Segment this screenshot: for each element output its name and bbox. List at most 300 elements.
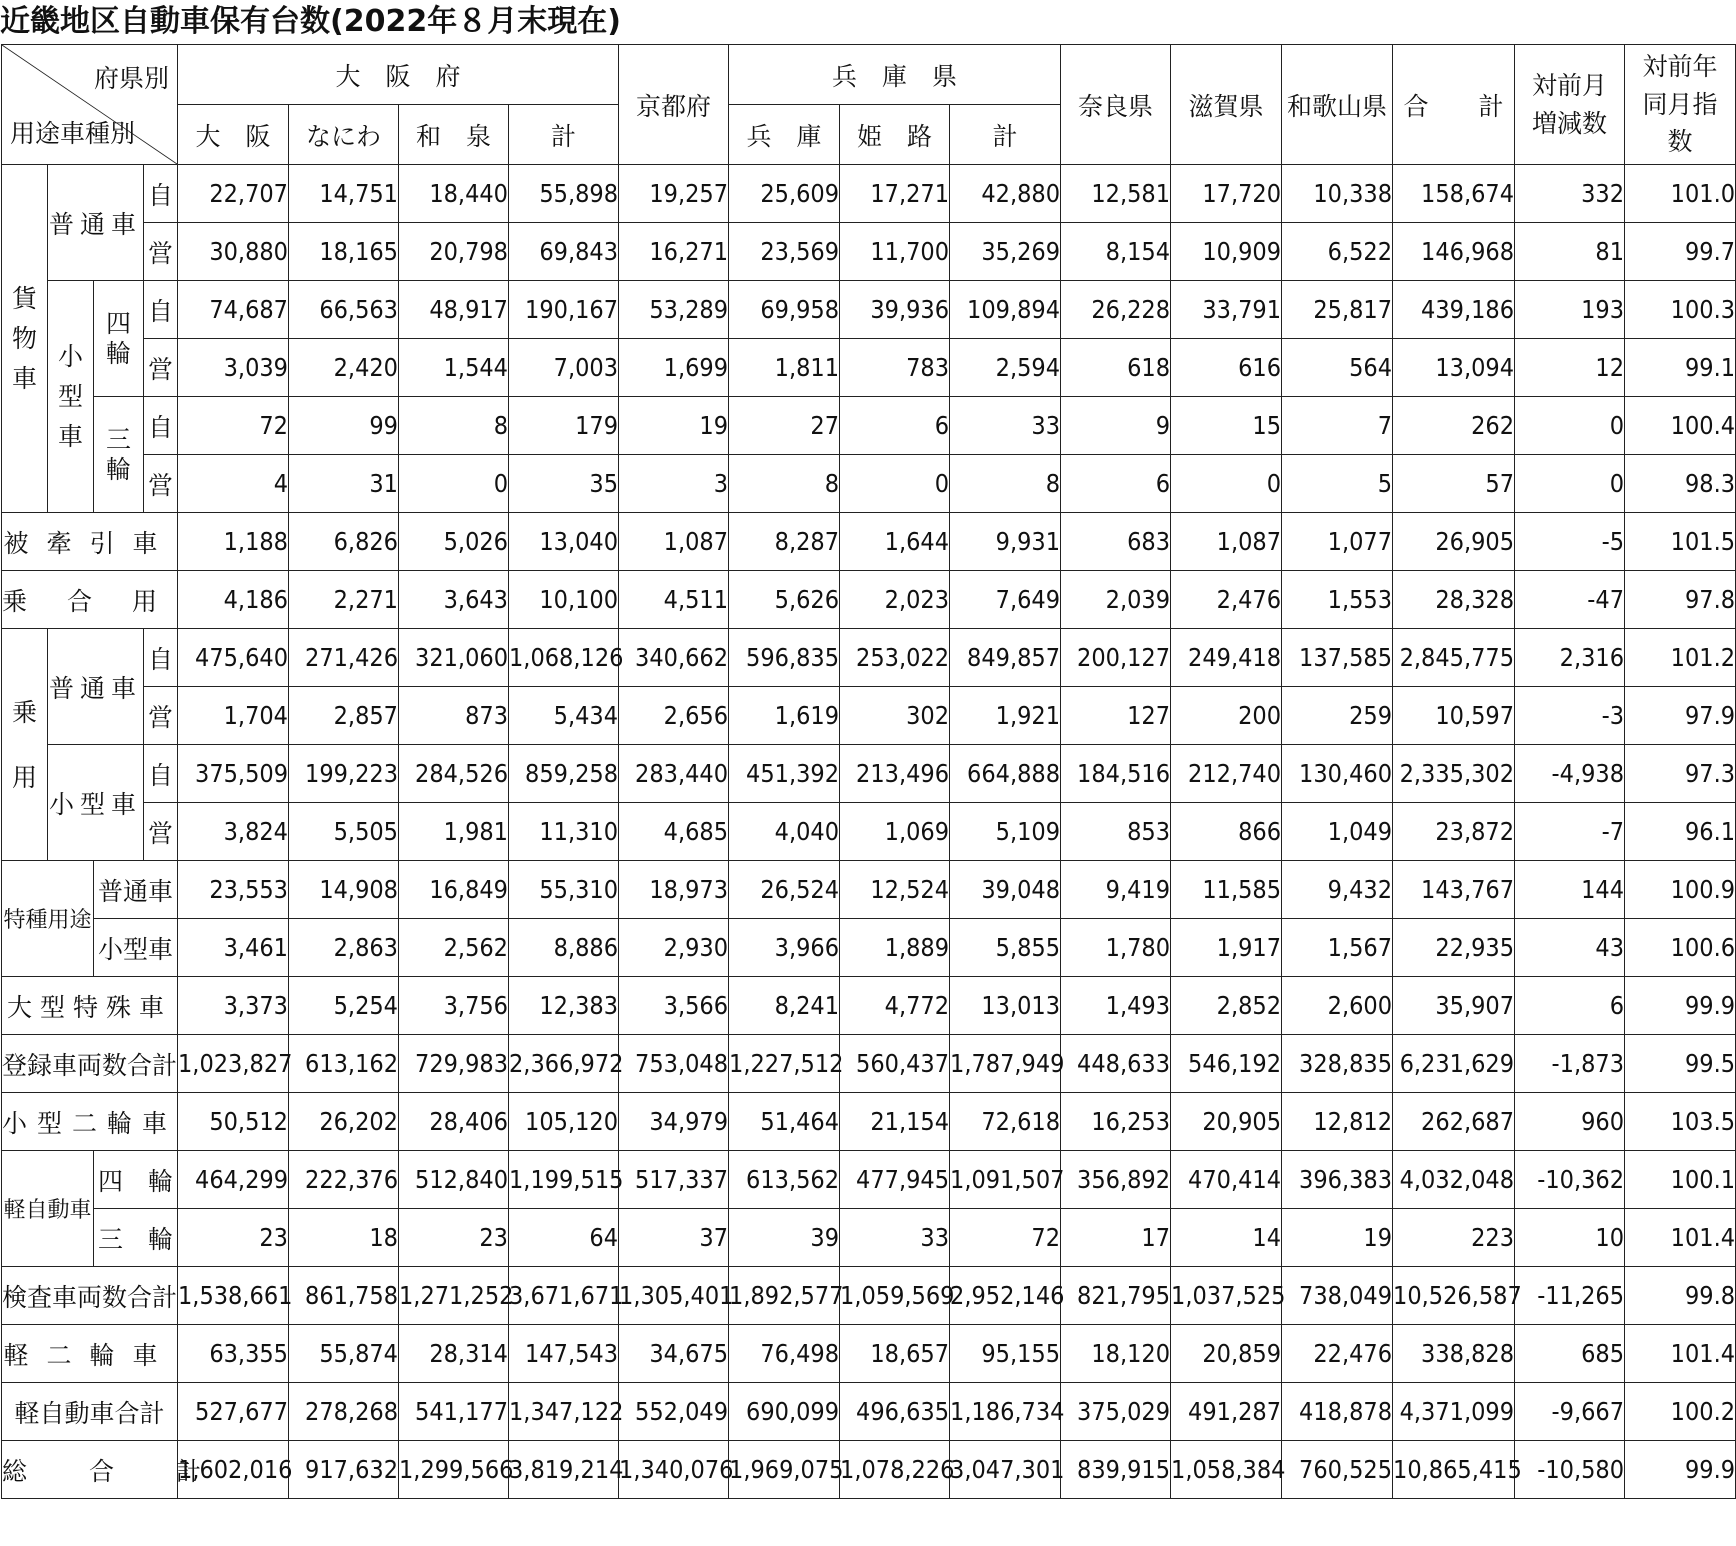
table-cell: 564 xyxy=(1282,339,1393,397)
table-cell: 1,889 xyxy=(840,919,950,977)
table-cell: 1,644 xyxy=(840,513,950,571)
table-cell: 760,525 xyxy=(1282,1441,1393,1499)
table-cell: 302 xyxy=(840,687,950,745)
table-cell: 99.7 xyxy=(1625,223,1736,281)
table-cell: 0 xyxy=(1515,397,1625,455)
table-cell: 1,981 xyxy=(399,803,509,861)
table-row xyxy=(2,165,1736,223)
header-hyogo: 兵 庫 県 xyxy=(729,45,1061,105)
table-cell: 22,476 xyxy=(1282,1325,1393,1383)
table-row xyxy=(2,1383,1736,1441)
table-cell: 5,434 xyxy=(509,687,619,745)
table-cell: 101.2 xyxy=(1625,629,1736,687)
table-cell: 5,626 xyxy=(729,571,840,629)
table-cell: 23,872 xyxy=(1393,803,1515,861)
group-kogata xyxy=(48,281,94,513)
table-cell: 1,271,252 xyxy=(399,1267,509,1325)
table-cell: 97.8 xyxy=(1625,571,1736,629)
table-cell: 28,328 xyxy=(1393,571,1515,629)
header-nara: 奈良県 xyxy=(1061,45,1171,165)
table-cell: 9,931 xyxy=(950,513,1061,571)
table-row xyxy=(2,571,1736,629)
table-cell: 98.3 xyxy=(1625,455,1736,513)
table-cell: 1,058,384 xyxy=(1171,1441,1282,1499)
table-cell: 8,287 xyxy=(729,513,840,571)
table-cell: 6,522 xyxy=(1282,223,1393,281)
table-cell: 396,383 xyxy=(1282,1151,1393,1209)
table-cell: 2,863 xyxy=(289,919,399,977)
table-cell: 2,600 xyxy=(1282,977,1393,1035)
table-cell: 2,656 xyxy=(619,687,729,745)
table-cell: 10,597 xyxy=(1393,687,1515,745)
table-cell: 0 xyxy=(399,455,509,513)
table-cell: 1,305,401 xyxy=(619,1267,729,1325)
table-cell: 39,048 xyxy=(950,861,1061,919)
table-row xyxy=(2,1151,1736,1209)
table-cell: 7,003 xyxy=(509,339,619,397)
table-cell: 3,966 xyxy=(729,919,840,977)
table-cell: 1,186,734 xyxy=(950,1383,1061,1441)
table-cell: 193 xyxy=(1515,281,1625,339)
table-cell: 64 xyxy=(509,1209,619,1267)
table-row xyxy=(2,397,1736,455)
label-ji: 自 xyxy=(144,165,178,223)
table-cell: 130,460 xyxy=(1282,745,1393,803)
table-cell: 853 xyxy=(1061,803,1171,861)
table-cell: 439,186 xyxy=(1393,281,1515,339)
table-cell: 99.9 xyxy=(1625,977,1736,1035)
table-cell: 2,316 xyxy=(1515,629,1625,687)
table-cell: 200,127 xyxy=(1061,629,1171,687)
label-kei-yon: 四 輪 xyxy=(94,1151,178,1209)
table-cell: 101.4 xyxy=(1625,1325,1736,1383)
table-cell: 33,791 xyxy=(1171,281,1282,339)
table-cell: 35,907 xyxy=(1393,977,1515,1035)
table-cell: 278,268 xyxy=(289,1383,399,1441)
table-cell: 20,798 xyxy=(399,223,509,281)
label-kei: 軽自動車 xyxy=(2,1151,94,1267)
table-cell: 28,406 xyxy=(399,1093,509,1151)
table-cell: 76,498 xyxy=(729,1325,840,1383)
table-cell: 55,898 xyxy=(509,165,619,223)
table-cell: 4,685 xyxy=(619,803,729,861)
table-cell: -4,938 xyxy=(1515,745,1625,803)
label-kensa: 検査車両数合計 xyxy=(2,1267,178,1325)
table-cell: 541,177 xyxy=(399,1383,509,1441)
table-cell: 3,566 xyxy=(619,977,729,1035)
table-cell: 596,835 xyxy=(729,629,840,687)
table-cell: 96.1 xyxy=(1625,803,1736,861)
table-cell: 5,505 xyxy=(289,803,399,861)
table-cell: 37 xyxy=(619,1209,729,1267)
table-cell: 18,165 xyxy=(289,223,399,281)
table-row xyxy=(2,281,1736,339)
table-cell: 2,039 xyxy=(1061,571,1171,629)
table-cell: 10,865,415 xyxy=(1393,1441,1515,1499)
table-cell: 33 xyxy=(840,1209,950,1267)
label-kogata-nirin: 小型二輪車 xyxy=(2,1093,178,1151)
table-cell: -5 xyxy=(1515,513,1625,571)
label-ei: 営 xyxy=(144,223,178,281)
table-cell: 33 xyxy=(950,397,1061,455)
label-sogokei: 総 合 計 xyxy=(2,1441,178,1499)
table-cell: 271,426 xyxy=(289,629,399,687)
table-cell: 1,602,016 xyxy=(178,1441,289,1499)
table-cell: 8 xyxy=(399,397,509,455)
table-cell: 2,852 xyxy=(1171,977,1282,1035)
table-row xyxy=(2,1325,1736,1383)
table-cell: 2,952,146 xyxy=(950,1267,1061,1325)
table-cell: 7 xyxy=(1282,397,1393,455)
table-cell: 283,440 xyxy=(619,745,729,803)
table-cell: 839,915 xyxy=(1061,1441,1171,1499)
table-cell: 1,077 xyxy=(1282,513,1393,571)
table-cell: 4,371,099 xyxy=(1393,1383,1515,1441)
table-cell: 1,049 xyxy=(1282,803,1393,861)
group-kogata-label: 小型車 xyxy=(57,341,83,451)
table-cell: 66,563 xyxy=(289,281,399,339)
table-cell: 1,538,661 xyxy=(178,1267,289,1325)
table-cell: 12,524 xyxy=(840,861,950,919)
table-cell: 8,154 xyxy=(1061,223,1171,281)
table-cell: 2,023 xyxy=(840,571,950,629)
table-cell: 27 xyxy=(729,397,840,455)
label-kei-san: 三 輪 xyxy=(94,1209,178,1267)
table-cell: 861,758 xyxy=(289,1267,399,1325)
label-tokushu: 特種用途 xyxy=(2,861,94,977)
table-cell: 464,299 xyxy=(178,1151,289,1209)
header-osaka-naniwa: なにわ xyxy=(289,105,399,165)
table-cell: 3,643 xyxy=(399,571,509,629)
header-hyogo-himeji: 姫 路 xyxy=(840,105,950,165)
table-cell: 99.5 xyxy=(1625,1035,1736,1093)
table-cell: 1,087 xyxy=(1171,513,1282,571)
table-cell: 552,049 xyxy=(619,1383,729,1441)
label-ei: 営 xyxy=(144,455,178,513)
table-cell: 683 xyxy=(1061,513,1171,571)
table-cell: 95,155 xyxy=(950,1325,1061,1383)
header-total: 合 計 xyxy=(1393,45,1515,165)
label-ji: 自 xyxy=(144,629,178,687)
table-cell: 10 xyxy=(1515,1209,1625,1267)
label-yonrin xyxy=(94,281,144,397)
table-cell: 1,188 xyxy=(178,513,289,571)
header-wakayama: 和歌山県 xyxy=(1282,45,1393,165)
table-cell: 1,023,827 xyxy=(178,1035,289,1093)
table-cell: 179 xyxy=(509,397,619,455)
table-row xyxy=(2,1035,1736,1093)
table-cell: 190,167 xyxy=(509,281,619,339)
table-cell: 212,740 xyxy=(1171,745,1282,803)
table-cell: -7 xyxy=(1515,803,1625,861)
header-hyogo-total: 計 xyxy=(950,105,1061,165)
header-row-1 xyxy=(2,45,1736,105)
table-row xyxy=(2,977,1736,1035)
table-cell: -10,362 xyxy=(1515,1151,1625,1209)
table-cell: -47 xyxy=(1515,571,1625,629)
table-cell: 9,419 xyxy=(1061,861,1171,919)
table-cell: 99.8 xyxy=(1625,1267,1736,1325)
table-cell: 1,227,512 xyxy=(729,1035,840,1093)
table-cell: 1,199,515 xyxy=(509,1151,619,1209)
table-cell: 39 xyxy=(729,1209,840,1267)
table-cell: 26,202 xyxy=(289,1093,399,1151)
table-cell: 100.3 xyxy=(1625,281,1736,339)
table-cell: 13,013 xyxy=(950,977,1061,1035)
table-cell: 2,271 xyxy=(289,571,399,629)
table-row xyxy=(2,745,1736,803)
table-cell: 475,640 xyxy=(178,629,289,687)
header-osaka-osaka: 大 阪 xyxy=(178,105,289,165)
table-cell: 753,048 xyxy=(619,1035,729,1093)
table-cell: 50,512 xyxy=(178,1093,289,1151)
header-yoy xyxy=(1625,45,1736,165)
table-cell: 20,859 xyxy=(1171,1325,1282,1383)
table-cell: 0 xyxy=(840,455,950,513)
table-cell: 158,674 xyxy=(1393,165,1515,223)
table-cell: 10,100 xyxy=(509,571,619,629)
table-cell: 340,662 xyxy=(619,629,729,687)
table-cell: 3 xyxy=(619,455,729,513)
table-cell: 3,461 xyxy=(178,919,289,977)
table-cell: 0 xyxy=(1171,455,1282,513)
table-cell: 1,299,566 xyxy=(399,1441,509,1499)
table-cell: 262,687 xyxy=(1393,1093,1515,1151)
table-cell: 1,544 xyxy=(399,339,509,397)
table-cell: 17,271 xyxy=(840,165,950,223)
table-cell: 14,908 xyxy=(289,861,399,919)
table-cell: 100.4 xyxy=(1625,397,1736,455)
table-cell: 12,581 xyxy=(1061,165,1171,223)
table-cell: 10,526,587 xyxy=(1393,1267,1515,1325)
table-cell: 99 xyxy=(289,397,399,455)
table-cell: 338,828 xyxy=(1393,1325,1515,1383)
table-cell: 517,337 xyxy=(619,1151,729,1209)
table-cell: 127 xyxy=(1061,687,1171,745)
table-cell: 690,099 xyxy=(729,1383,840,1441)
table-cell: 5,109 xyxy=(950,803,1061,861)
table-cell: 3,039 xyxy=(178,339,289,397)
table-row xyxy=(2,1093,1736,1151)
table-cell: 259 xyxy=(1282,687,1393,745)
label-ji: 自 xyxy=(144,281,178,339)
label-futsusha: 普通車 xyxy=(48,165,144,281)
table-cell: 1,068,126 xyxy=(509,629,619,687)
label-kei-total: 軽自動車合計 xyxy=(2,1383,178,1441)
table-cell: 2,930 xyxy=(619,919,729,977)
table-cell: 12,383 xyxy=(509,977,619,1035)
table-cell: 6 xyxy=(1515,977,1625,1035)
table-cell: 101.4 xyxy=(1625,1209,1736,1267)
table-cell: 2,366,972 xyxy=(509,1035,619,1093)
table-cell: 332 xyxy=(1515,165,1625,223)
table-cell: 12,812 xyxy=(1282,1093,1393,1151)
table-cell: 4,511 xyxy=(619,571,729,629)
table-row xyxy=(2,455,1736,513)
table-cell: 613,162 xyxy=(289,1035,399,1093)
table-cell: 8 xyxy=(729,455,840,513)
table-cell: 1,078,226 xyxy=(840,1441,950,1499)
table-cell: 6,826 xyxy=(289,513,399,571)
table-cell: 34,979 xyxy=(619,1093,729,1151)
table-cell: 51,464 xyxy=(729,1093,840,1151)
table-cell: 5,026 xyxy=(399,513,509,571)
table-cell: 26,905 xyxy=(1393,513,1515,571)
table-cell: 821,795 xyxy=(1061,1267,1171,1325)
header-hyogo-hyogo: 兵 庫 xyxy=(729,105,840,165)
table-cell: 613,562 xyxy=(729,1151,840,1209)
table-cell: 18,973 xyxy=(619,861,729,919)
table-cell: 512,840 xyxy=(399,1151,509,1209)
table-cell: 1,921 xyxy=(950,687,1061,745)
table-cell: 3,373 xyxy=(178,977,289,1035)
table-cell: 6 xyxy=(840,397,950,455)
table-cell: 72 xyxy=(950,1209,1061,1267)
table-cell: 19 xyxy=(1282,1209,1393,1267)
table-cell: 527,677 xyxy=(178,1383,289,1441)
table-cell: 2,857 xyxy=(289,687,399,745)
table-cell: 496,635 xyxy=(840,1383,950,1441)
table-row xyxy=(2,803,1736,861)
label-ei: 営 xyxy=(144,803,178,861)
label-toroku: 登録車両数合計 xyxy=(2,1035,178,1093)
group-kamotsu xyxy=(2,165,48,513)
table-row xyxy=(2,1267,1736,1325)
table-cell: 0 xyxy=(1515,455,1625,513)
header-corner xyxy=(2,45,178,165)
table-cell: 43 xyxy=(1515,919,1625,977)
label-ogata: 大型特殊車 xyxy=(2,977,178,1035)
table-row xyxy=(2,339,1736,397)
table-cell: 100.6 xyxy=(1625,919,1736,977)
table-cell: 451,392 xyxy=(729,745,840,803)
table-cell: 100.2 xyxy=(1625,1383,1736,1441)
table-cell: 109,894 xyxy=(950,281,1061,339)
table-cell: 26,228 xyxy=(1061,281,1171,339)
table-cell: 1,917 xyxy=(1171,919,1282,977)
table-cell: 1,069 xyxy=(840,803,950,861)
label-ji: 自 xyxy=(144,745,178,803)
table-cell: 470,414 xyxy=(1171,1151,1282,1209)
table-cell: 2,594 xyxy=(950,339,1061,397)
table-cell: 8 xyxy=(950,455,1061,513)
table-cell: 375,029 xyxy=(1061,1383,1171,1441)
group-kamotsu-label: 貨物車 xyxy=(11,283,37,393)
table-cell: 16,271 xyxy=(619,223,729,281)
table-cell: 14 xyxy=(1171,1209,1282,1267)
table-cell: 1,340,076 xyxy=(619,1441,729,1499)
header-shiga: 滋賀県 xyxy=(1171,45,1282,165)
table-cell: 321,060 xyxy=(399,629,509,687)
table-cell: 10,338 xyxy=(1282,165,1393,223)
table-cell: 1,811 xyxy=(729,339,840,397)
table-cell: 213,496 xyxy=(840,745,950,803)
table-cell: 55,310 xyxy=(509,861,619,919)
table-cell: 849,857 xyxy=(950,629,1061,687)
table-cell: 30,880 xyxy=(178,223,289,281)
table-cell: 560,437 xyxy=(840,1035,950,1093)
table-cell: 2,845,775 xyxy=(1393,629,1515,687)
table-cell: 618 xyxy=(1061,339,1171,397)
table-cell: 19,257 xyxy=(619,165,729,223)
table-cell: 14,751 xyxy=(289,165,399,223)
table-cell: 137,585 xyxy=(1282,629,1393,687)
table-cell: 10,909 xyxy=(1171,223,1282,281)
table-cell: 375,509 xyxy=(178,745,289,803)
table-cell: 4,032,048 xyxy=(1393,1151,1515,1209)
table-cell: 1,969,075 xyxy=(729,1441,840,1499)
table-cell: 39,936 xyxy=(840,281,950,339)
table-cell: 35 xyxy=(509,455,619,513)
header-osaka-total: 計 xyxy=(509,105,619,165)
table-cell: 23,553 xyxy=(178,861,289,919)
table-cell: 1,493 xyxy=(1061,977,1171,1035)
table-cell: 97.9 xyxy=(1625,687,1736,745)
table-cell: 3,824 xyxy=(178,803,289,861)
table-cell: 873 xyxy=(399,687,509,745)
table-cell: 783 xyxy=(840,339,950,397)
table-cell: 9,432 xyxy=(1282,861,1393,919)
table-cell: 917,632 xyxy=(289,1441,399,1499)
table-cell: 2,420 xyxy=(289,339,399,397)
table-cell: 3,671,671 xyxy=(509,1267,619,1325)
table-cell: 3,819,214 xyxy=(509,1441,619,1499)
table-cell: 72,618 xyxy=(950,1093,1061,1151)
table-cell: 184,516 xyxy=(1061,745,1171,803)
table-cell: 17,720 xyxy=(1171,165,1282,223)
table-cell: 144 xyxy=(1515,861,1625,919)
label-sanrin xyxy=(94,397,144,513)
table-cell: 18,440 xyxy=(399,165,509,223)
table-cell: 284,526 xyxy=(399,745,509,803)
table-cell: 81 xyxy=(1515,223,1625,281)
table-cell: 477,945 xyxy=(840,1151,950,1209)
header-yoy-text: 対前年同月指数 xyxy=(1642,52,1718,157)
table-cell: 35,269 xyxy=(950,223,1061,281)
group-joyo xyxy=(2,629,48,861)
table-cell: 11,585 xyxy=(1171,861,1282,919)
table-cell: 99.1 xyxy=(1625,339,1736,397)
table-cell: 23,569 xyxy=(729,223,840,281)
table-cell: 1,091,507 xyxy=(950,1151,1061,1209)
header-mom-text: 対前月増減数 xyxy=(1532,71,1608,138)
table-cell: 28,314 xyxy=(399,1325,509,1383)
table-cell: 2,562 xyxy=(399,919,509,977)
table-cell: 7,649 xyxy=(950,571,1061,629)
label-tokushu-futsu: 普通車 xyxy=(94,861,178,919)
table-cell: 1,567 xyxy=(1282,919,1393,977)
table-cell: 20,905 xyxy=(1171,1093,1282,1151)
table-cell: 18,657 xyxy=(840,1325,950,1383)
table-cell: 15 xyxy=(1171,397,1282,455)
table-cell: 19 xyxy=(619,397,729,455)
table-cell: 42,880 xyxy=(950,165,1061,223)
table-cell: 3,047,301 xyxy=(950,1441,1061,1499)
table-cell: 8,241 xyxy=(729,977,840,1035)
label-ei: 営 xyxy=(144,687,178,745)
table-cell: 22,707 xyxy=(178,165,289,223)
table-cell: 147,543 xyxy=(509,1325,619,1383)
table-cell: 25,817 xyxy=(1282,281,1393,339)
table-cell: 1,059,569 xyxy=(840,1267,950,1325)
table-cell: 74,687 xyxy=(178,281,289,339)
table-cell: 100.9 xyxy=(1625,861,1736,919)
table-cell: 25,609 xyxy=(729,165,840,223)
table-cell: -3 xyxy=(1515,687,1625,745)
table-cell: 5 xyxy=(1282,455,1393,513)
table-cell: 356,892 xyxy=(1061,1151,1171,1209)
table-cell: 5,254 xyxy=(289,977,399,1035)
